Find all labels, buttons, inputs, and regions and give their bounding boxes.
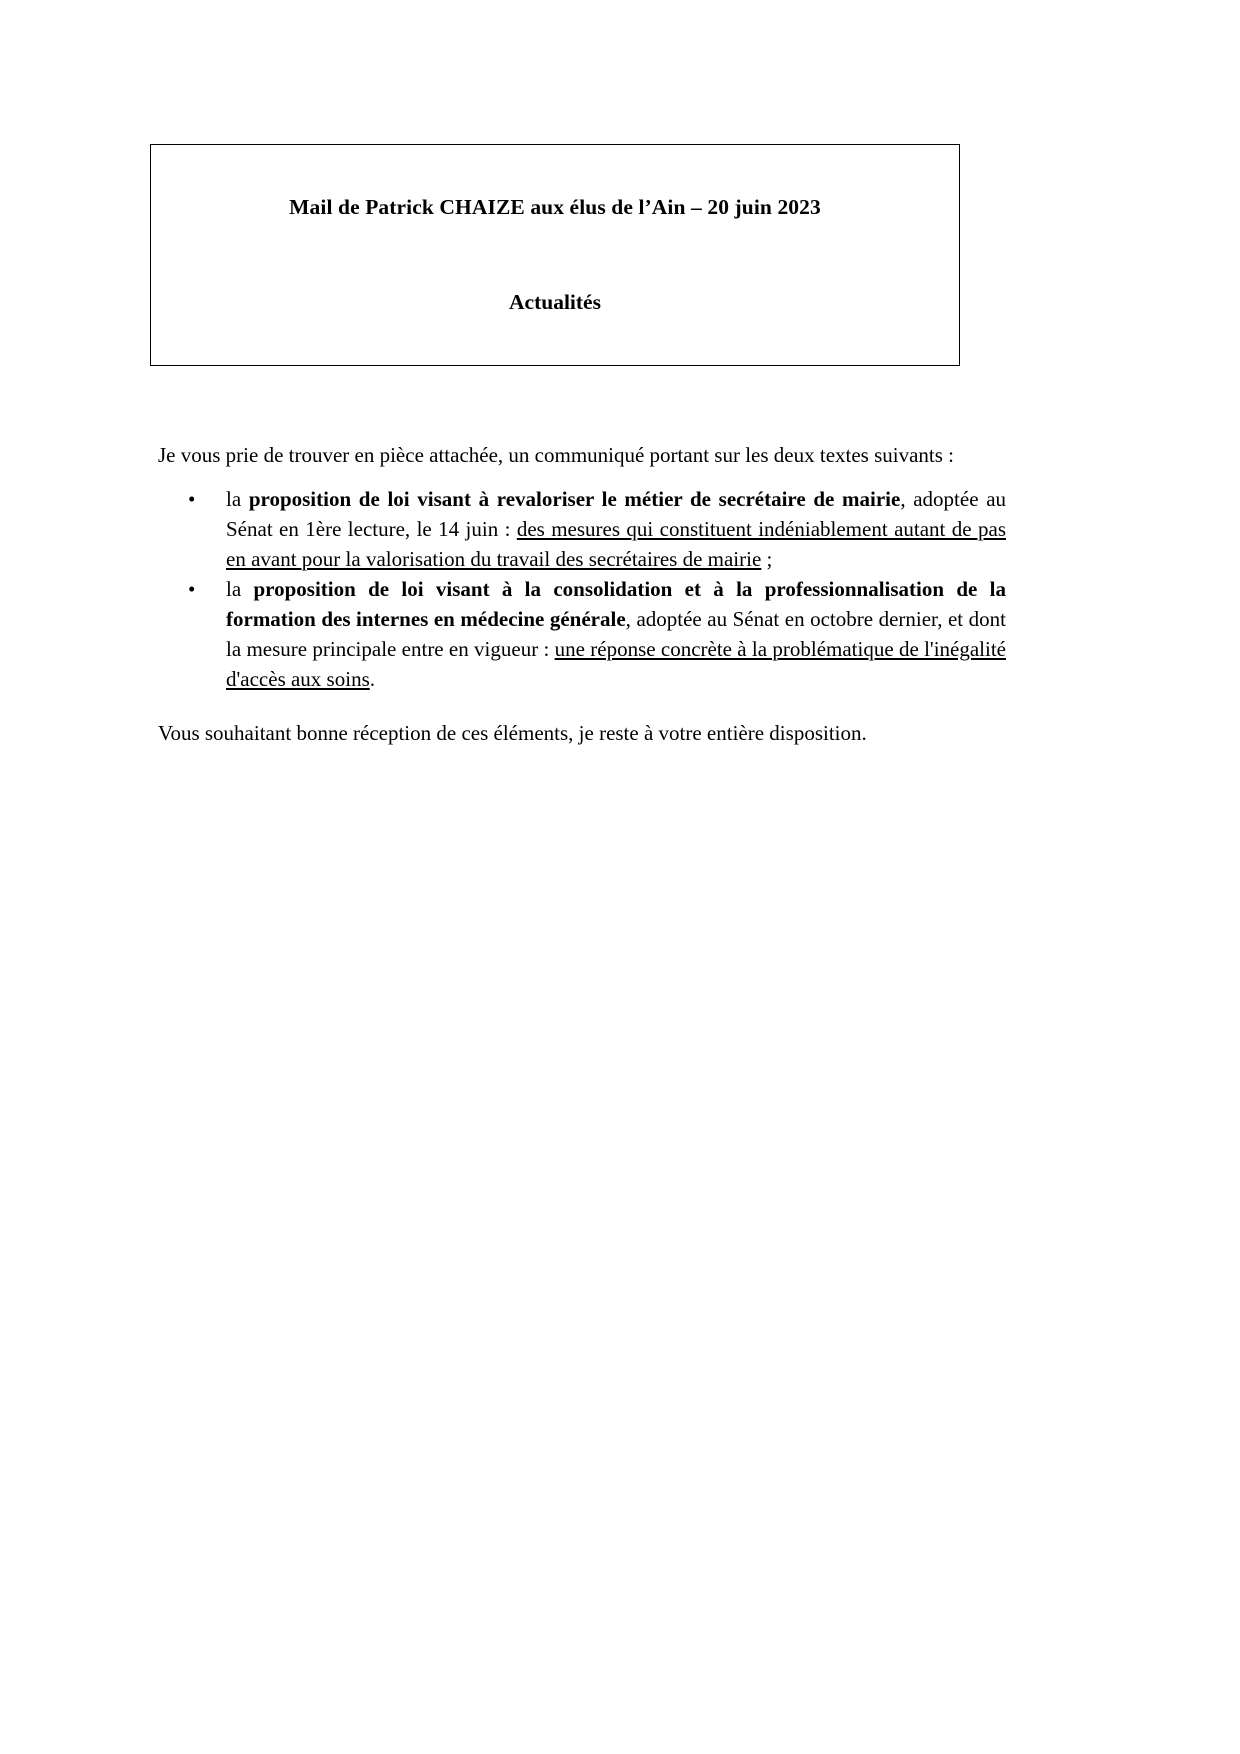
- bullet-marker-icon: •: [188, 487, 196, 511]
- bullet-underlined-text: une réponse concrète à la problématique de l'inégalité d'accès aux soins: [226, 637, 1006, 691]
- intro-paragraph: Je vous prie de trouver en pièce attachée, un communiqué portant sur les deux textes suivants :: [158, 443, 955, 467]
- bullet-lead-text: la: [226, 577, 254, 601]
- list-item: [158, 574, 1006, 694]
- bullet-list: [158, 484, 1006, 694]
- bullet-bold-text: proposition de loi visant à la consolidation et à la professionnalisation de la formation des internes en médecine générale: [226, 577, 1007, 631]
- header-box: [150, 144, 960, 366]
- bullet-tail-text: .: [369, 667, 375, 691]
- bullet-mid-text: , adoptée au Sénat en 1ère lecture, le 14 juin :: [226, 487, 1007, 541]
- page-title: Mail de Patrick CHAIZE aux élus de l’Ain – 20 juin 2023: [289, 195, 821, 219]
- bullet-tail-text: ;: [761, 547, 773, 571]
- document-body: [158, 440, 1006, 748]
- bullet-marker-icon: •: [188, 577, 196, 601]
- bullet-mid-text: , adoptée au Sénat en octobre dernier, et dont la mesure principale entre en vigueur :: [226, 607, 1006, 661]
- closing-wrapper: [158, 718, 1006, 748]
- page-subtitle: Actualités: [509, 290, 601, 314]
- bullet-bold-text: proposition de loi visant à revaloriser le métier de secrétaire de mairie: [248, 487, 901, 511]
- bullet-underlined-text: des mesures qui constituent indéniablement autant de pas en avant pour la valorisation du travail des secrétaires de mairie: [226, 517, 1006, 571]
- list-item: [158, 484, 1006, 574]
- closing-paragraph: Vous souhaitant bonne réception de ces éléments, je reste à votre entière disposition.: [158, 721, 867, 745]
- bullet-lead-text: la: [226, 487, 249, 511]
